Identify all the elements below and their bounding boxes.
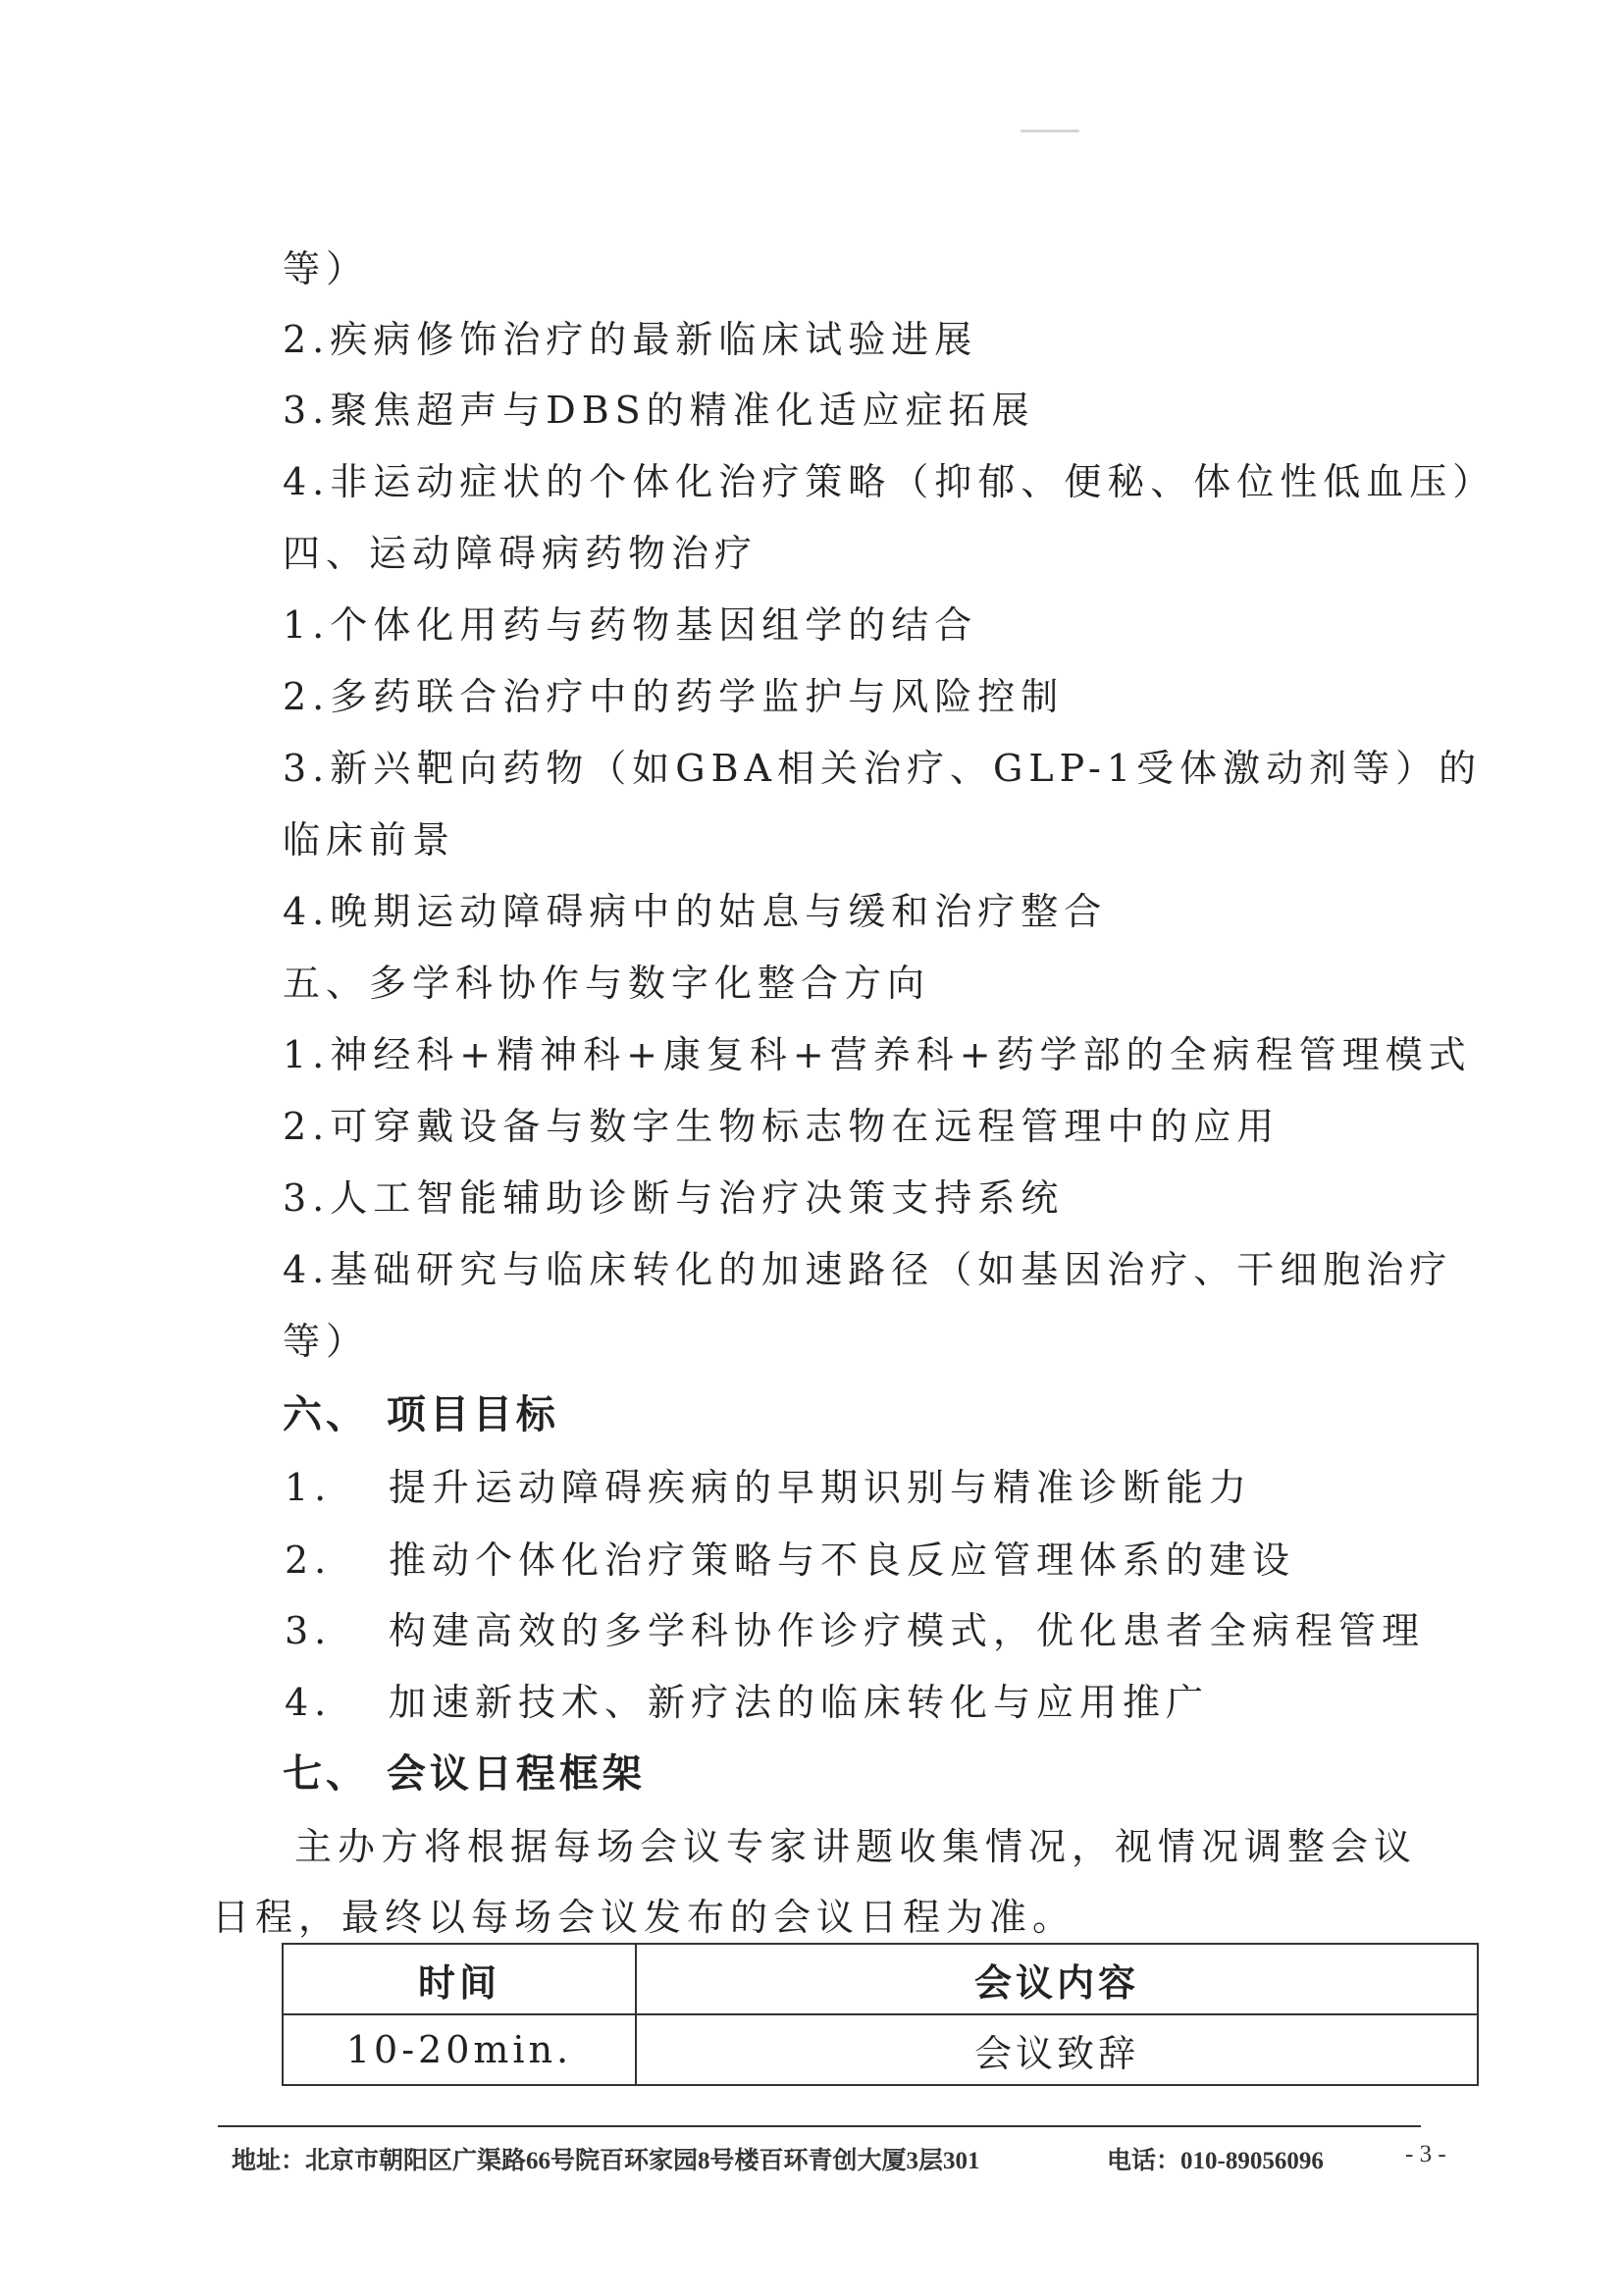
body-line: 临床前景: [283, 818, 456, 861]
goal-number: 2.: [285, 1539, 333, 1582]
footer-phone: 电话：010-89056096: [1107, 2148, 1324, 2174]
goal-text: 构建高效的多学科协作诊疗模式，优化患者全病程管理: [389, 1609, 1426, 1652]
body-line: 2.多药联合治疗中的药学监护与风险控制: [283, 675, 1065, 718]
body-line: 1.个体化用药与药物基因组学的结合: [283, 603, 978, 647]
goal-text: 提升运动障碍疾病的早期识别与精准诊断能力: [389, 1466, 1253, 1509]
section6-heading: 六、 项目目标: [283, 1392, 559, 1437]
body-line: 3.新兴靶向药物（如GBA相关治疗、GLP-1受体激动剂等）的: [283, 747, 1483, 790]
agenda-time-cell: 10-20min.: [283, 2014, 636, 2085]
body-line: 1.神经科+精神科+康复科+营养科+药学部的全病程管理模式: [283, 1033, 1472, 1076]
body-line: 3.聚焦超声与DBS的精准化适应症拓展: [283, 389, 1035, 432]
body-line: 2.疾病修饰治疗的最新临床试验进展: [283, 318, 978, 361]
goal-item: [285, 1464, 1482, 1511]
table-row: [283, 2014, 1478, 2085]
footer-address: 地址：北京市朝阳区广渠路66号院百环家园8号楼百环青创大厦3层301: [232, 2148, 980, 2174]
goal-number: 3.: [285, 1609, 333, 1652]
goal-item: [285, 1537, 1482, 1584]
goal-text: 推动个体化治疗策略与不良反应管理体系的建设: [389, 1539, 1296, 1582]
body-line: 2.可穿戴设备与数字生物标志物在远程管理中的应用: [283, 1105, 1281, 1148]
goal-number: 1.: [285, 1466, 333, 1509]
agenda-header-row: [283, 1944, 1478, 2014]
body-line: 等）: [283, 1320, 370, 1363]
agenda-content-cell: 会议致辞: [636, 2014, 1478, 2085]
goal-number: 4.: [285, 1681, 333, 1724]
body-line: 4.非运动症状的个体化治疗策略（抑郁、便秘、体位性低血压）: [283, 460, 1496, 503]
agenda-table: [282, 1943, 1479, 2086]
footer-divider: [218, 2125, 1421, 2127]
goal-item: [285, 1679, 1482, 1726]
section7-heading: 七、 会议日程框架: [283, 1751, 646, 1797]
agenda-header-content: 会议内容: [636, 1944, 1478, 2014]
goal-text: 加速新技术、新疗法的临床转化与应用推广: [389, 1681, 1210, 1724]
goal-item: [285, 1607, 1482, 1654]
section7-paragraph-line: 主办方将根据每场会议专家讲题收集情况，视情况调整会议: [294, 1825, 1418, 1868]
body-line: 等）: [283, 247, 370, 290]
page-number: - 3 -: [1405, 2141, 1446, 2167]
section-heading: 五、多学科协作与数字化整合方向: [283, 962, 931, 1005]
agenda-header-time: 时间: [283, 1944, 636, 2014]
body-line: 3.人工智能辅助诊断与治疗决策支持系统: [283, 1176, 1065, 1220]
scan-artifact: [1021, 130, 1079, 132]
section-heading: 四、运动障碍病药物治疗: [283, 532, 759, 575]
body-line: 4.晚期运动障碍病中的姑息与缓和治疗整合: [283, 890, 1108, 933]
body-line: 4.基础研究与临床转化的加速路径（如基因治疗、干细胞治疗: [283, 1248, 1453, 1291]
section7-paragraph-line: 日程，最终以每场会议发布的会议日程为准。: [212, 1896, 1076, 1939]
